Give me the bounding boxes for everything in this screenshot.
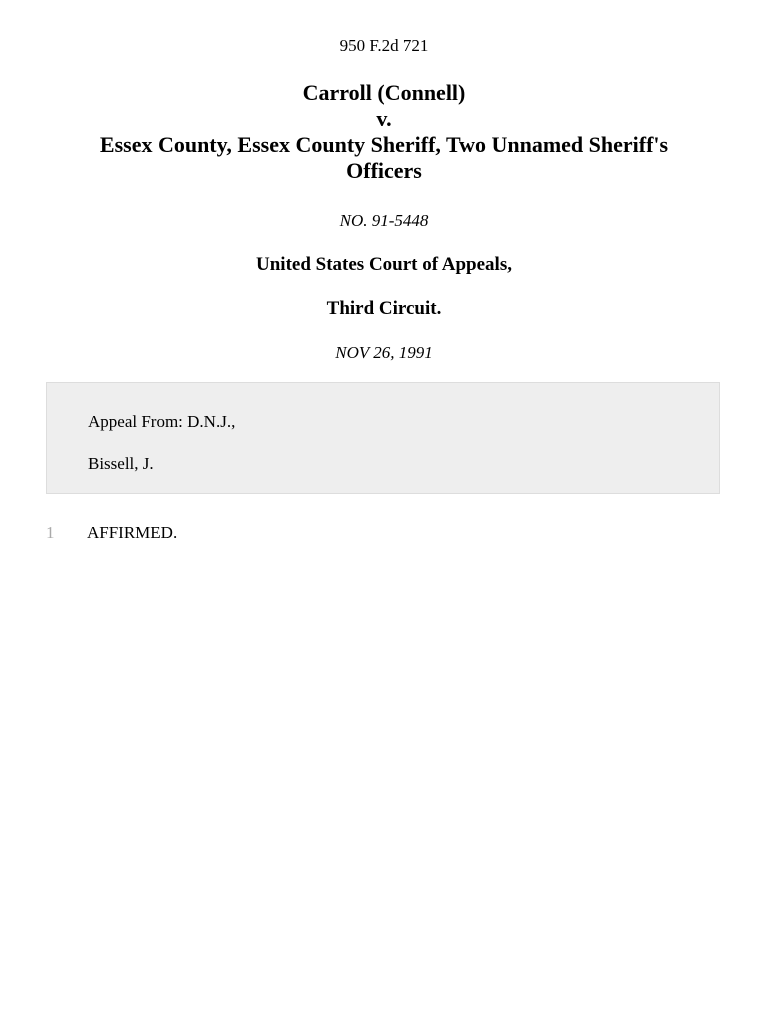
caption-versus: v. [376, 106, 392, 131]
case-caption [40, 80, 728, 184]
case-notes-box [46, 382, 720, 494]
caption-party-appellee: Essex County, Essex County Sheriff, Two Unnamed Sheriff's [99, 132, 669, 157]
appeal-from-note: Appeal From: D.N.J., [88, 412, 236, 431]
paragraph-number: 1 [46, 523, 55, 542]
court-name: United States Court of Appeals, [256, 254, 512, 275]
docket-number: NO. 91-5448 [339, 211, 429, 230]
judge-note: Bissell, J. [88, 454, 154, 473]
circuit-name: Third Circuit. [326, 298, 442, 319]
caption-party-appellee-cont: Officers [346, 158, 422, 183]
decision-date: NOV 26, 1991 [335, 343, 433, 362]
paragraph-text: AFFIRMED. [87, 523, 178, 542]
caption-party-appellant: Carroll (Connell) [302, 80, 466, 105]
case-citation: 950 F.2d 721 [339, 36, 429, 55]
